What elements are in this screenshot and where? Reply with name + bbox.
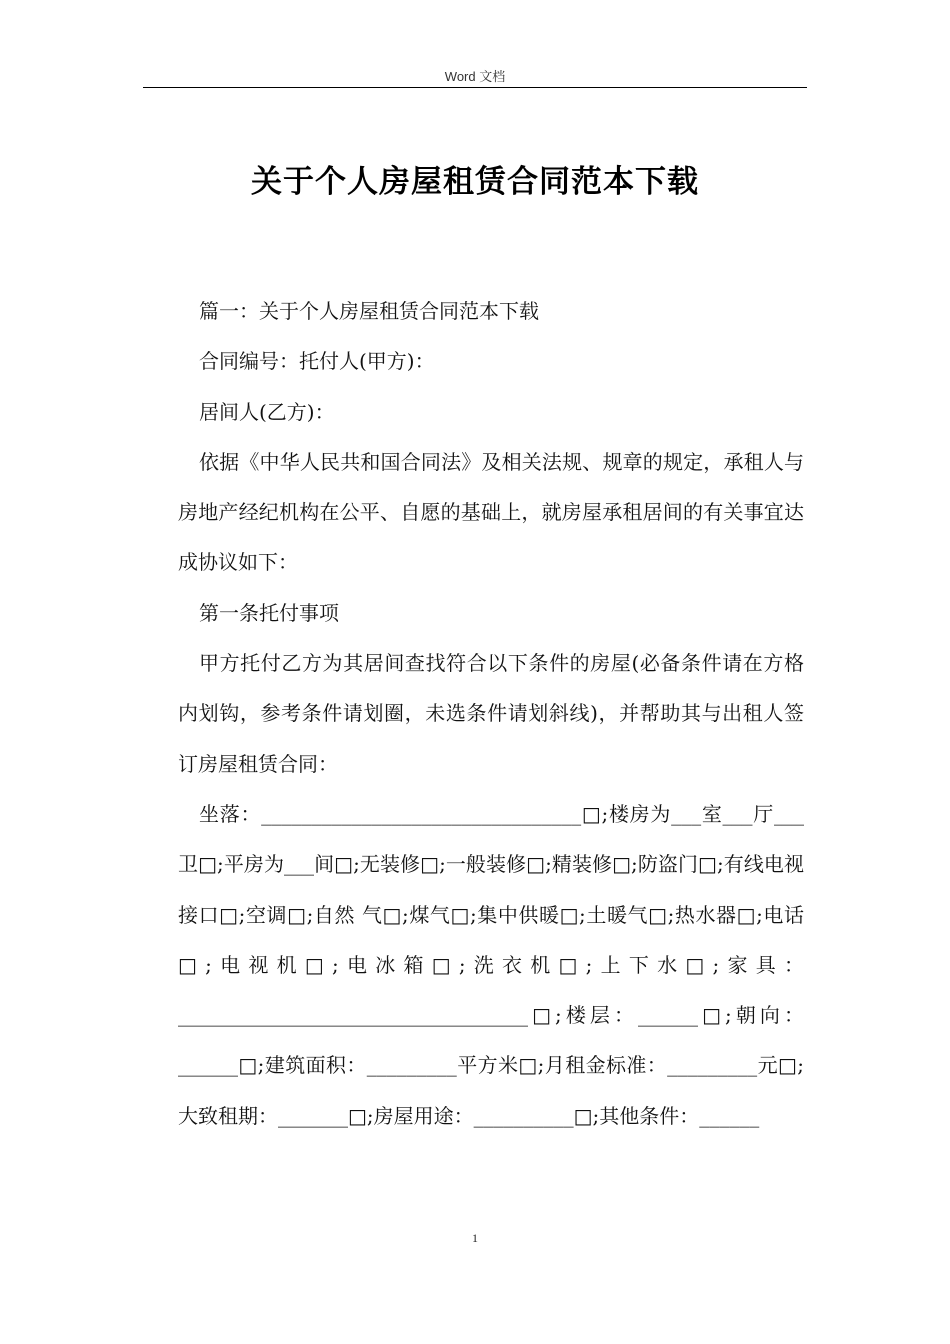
paragraph-section-heading: 篇一：关于个人房屋租赁合同范本下载 — [199, 299, 539, 323]
paragraph-intermediary: 居间人(乙方)： — [199, 399, 335, 424]
paragraph-preamble: 依据《中华人民共和国合同法》及相关法规、规章的规定，承租人与房地产经纪机构在公平、自愿的基础上，就房屋承租居间的有关事宜达成协议如下： — [178, 449, 804, 575]
header-divider — [143, 87, 807, 88]
paragraph-property-conditions: 坐落：________________________________□;楼房为___室___厅___卫□;平房为___间□;无装修□;一般装修□;精装修□;防盗门□;有线电视接口□;空调□;自然 气□;煤气□;集中供暖□;土暖气□;热水器□;电话□;电视机□;电冰箱□;洗衣机□;上下水□;家具：___________________________________□;楼层：______□;朝向：______□;建筑面积：_________平方米□;月租金标准：_________元□;大致租期：_______□;房屋用途：__________□;其他条件：______ — [178, 801, 804, 1128]
paragraph-article-one-heading: 第一条托付事项 — [199, 600, 339, 625]
document-header-label: Word 文档 — [444, 69, 506, 84]
document-body — [178, 286, 804, 1141]
paragraph-commission: 甲方托付乙方为其居间查找符合以下条件的房屋(必备条件请在方格内划钩，参考条件请划圈，未选条件请划斜线)，并帮助其与出租人签订房屋租赁合同： — [178, 651, 804, 776]
document-title: 关于个人房屋租赁合同范本下载 — [251, 164, 699, 200]
paragraph-contract-number: 合同编号：托付人(甲方)： — [199, 349, 435, 374]
page-number: 1 — [472, 1231, 478, 1245]
